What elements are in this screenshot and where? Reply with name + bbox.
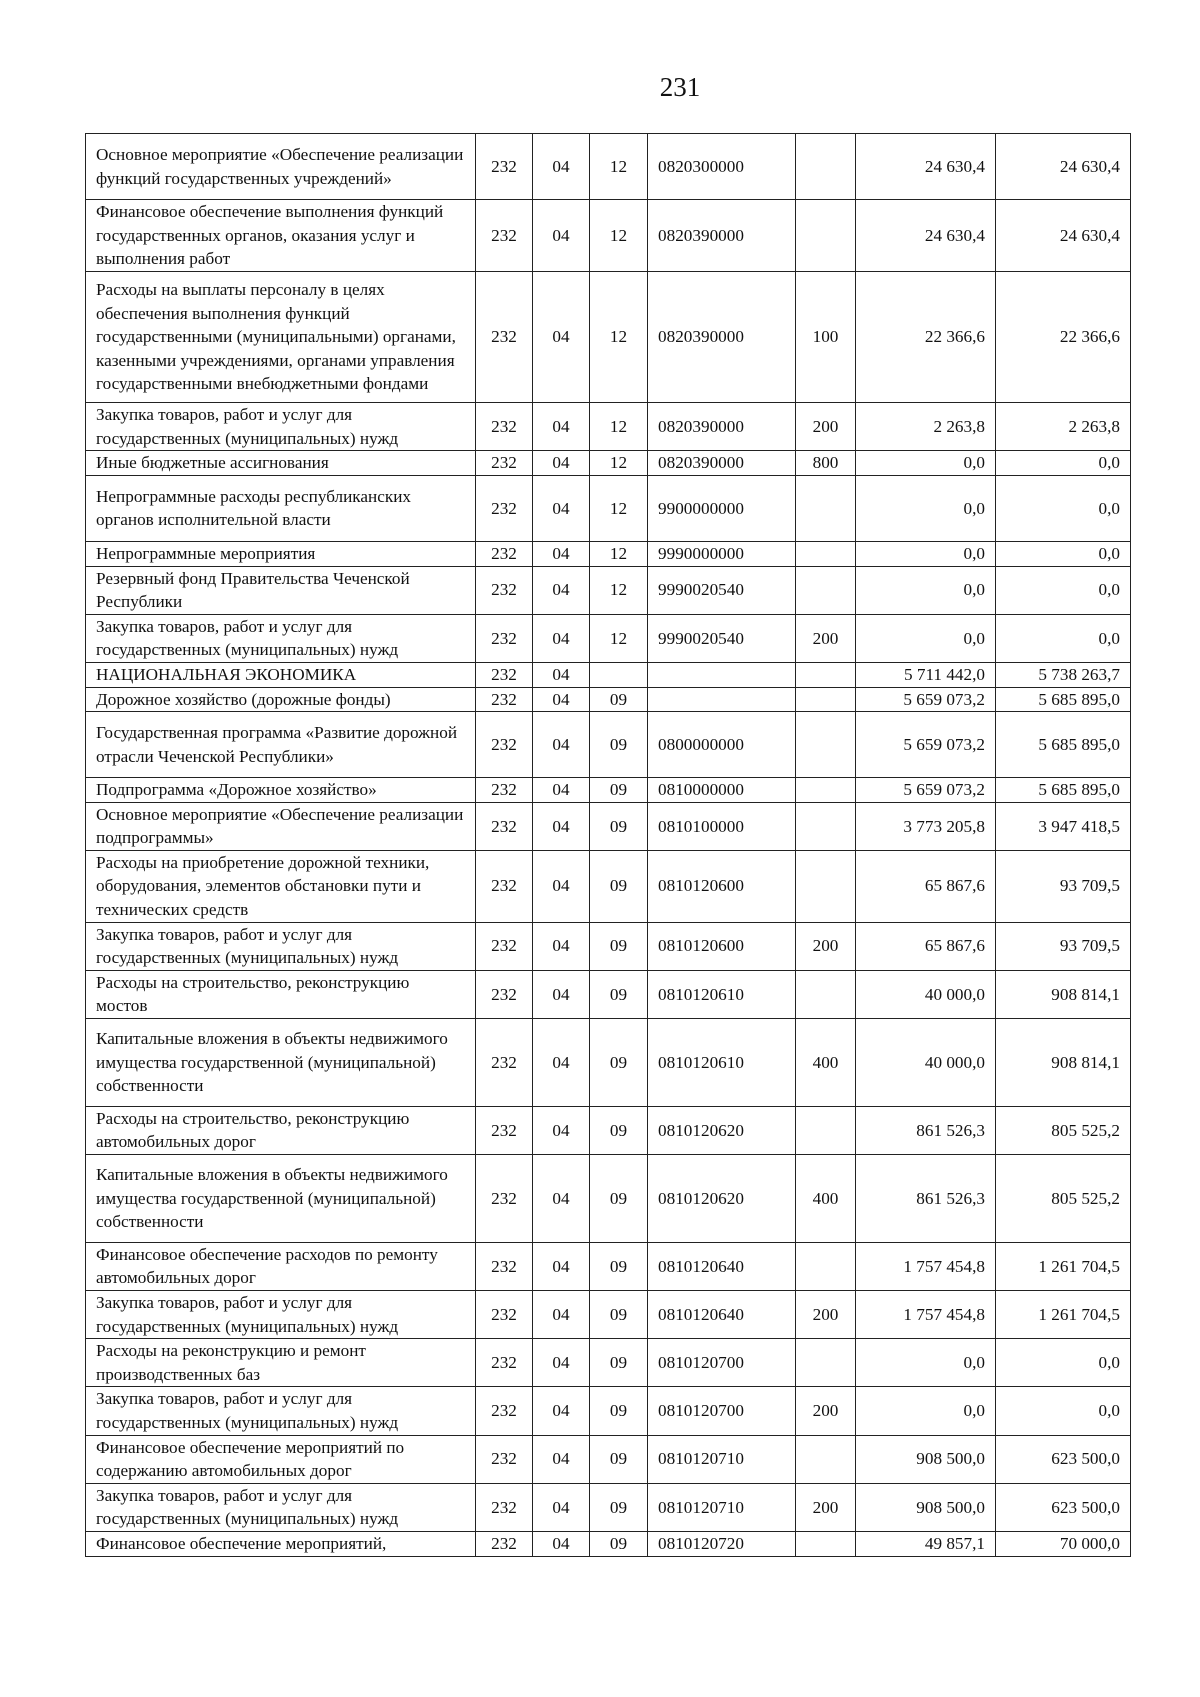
- row-gr-cell: 232: [476, 970, 533, 1018]
- row-pr-cell: 12: [590, 271, 648, 402]
- row-csr-cell: 0810000000: [648, 778, 796, 803]
- table-row: [86, 1387, 1131, 1435]
- row-csr-cell: 0810120600: [648, 922, 796, 970]
- row-name-cell: Капитальные вложения в объекты недвижимого имущества государственной (муниципальной) собственности: [86, 1155, 476, 1243]
- row-sum-2022-cell: 0,0: [996, 541, 1131, 566]
- row-vr-cell: 200: [796, 1291, 856, 1339]
- row-sum-2022-cell: 623 500,0: [996, 1483, 1131, 1531]
- row-sum-2021-cell: 908 500,0: [856, 1483, 996, 1531]
- row-gr-cell: 232: [476, 712, 533, 778]
- row-pr-cell: 09: [590, 970, 648, 1018]
- row-name-cell: Закупка товаров, работ и услуг для государственных (муниципальных) нужд: [86, 614, 476, 662]
- row-rz-cell: 04: [533, 1019, 590, 1107]
- row-sum-2022-cell: 93 709,5: [996, 922, 1131, 970]
- row-pr-cell: 09: [590, 1291, 648, 1339]
- row-gr-cell: 232: [476, 850, 533, 922]
- row-sum-2021-cell: 5 659 073,2: [856, 712, 996, 778]
- row-rz-cell: 04: [533, 850, 590, 922]
- row-sum-2021-cell: 861 526,3: [856, 1106, 996, 1154]
- row-csr-cell: 0800000000: [648, 712, 796, 778]
- table-row: [86, 1531, 1131, 1556]
- table-row: [86, 566, 1131, 614]
- row-vr-cell: 200: [796, 614, 856, 662]
- row-gr-cell: 232: [476, 1291, 533, 1339]
- row-sum-2022-cell: 1 261 704,5: [996, 1242, 1131, 1290]
- row-sum-2021-cell: 2 263,8: [856, 403, 996, 451]
- row-sum-2021-cell: 0,0: [856, 566, 996, 614]
- row-vr-cell: [796, 1242, 856, 1290]
- row-name-cell: Основное мероприятие «Обеспечение реализации подпрограммы»: [86, 802, 476, 850]
- row-pr-cell: 09: [590, 1242, 648, 1290]
- table-row: [86, 712, 1131, 778]
- row-sum-2021-cell: 0,0: [856, 1339, 996, 1387]
- row-sum-2022-cell: 5 685 895,0: [996, 778, 1131, 803]
- row-name-cell: Резервный фонд Правительства Чеченской Республики: [86, 566, 476, 614]
- row-csr-cell: 9990020540: [648, 566, 796, 614]
- row-vr-cell: [796, 802, 856, 850]
- table-row: [86, 614, 1131, 662]
- table-row: [86, 403, 1131, 451]
- table-row: [86, 200, 1131, 272]
- row-vr-cell: [796, 1531, 856, 1556]
- table-row: [86, 970, 1131, 1018]
- row-name-cell: Расходы на строительство, реконструкцию мостов: [86, 970, 476, 1018]
- row-sum-2022-cell: 0,0: [996, 566, 1131, 614]
- row-sum-2021-cell: 0,0: [856, 475, 996, 541]
- row-csr-cell: 0810120620: [648, 1155, 796, 1243]
- row-gr-cell: 232: [476, 541, 533, 566]
- row-gr-cell: 232: [476, 134, 533, 200]
- row-csr-cell: 0810120610: [648, 970, 796, 1018]
- row-vr-cell: [796, 541, 856, 566]
- row-gr-cell: 232: [476, 1242, 533, 1290]
- row-sum-2021-cell: 24 630,4: [856, 200, 996, 272]
- table-row: [86, 1242, 1131, 1290]
- table-row: [86, 1291, 1131, 1339]
- budget-table-body: [86, 134, 1131, 1557]
- table-row: [86, 1483, 1131, 1531]
- row-rz-cell: 04: [533, 134, 590, 200]
- row-gr-cell: 232: [476, 687, 533, 712]
- row-rz-cell: 04: [533, 1483, 590, 1531]
- row-rz-cell: 04: [533, 475, 590, 541]
- row-sum-2022-cell: 0,0: [996, 451, 1131, 476]
- row-vr-cell: 400: [796, 1155, 856, 1243]
- row-rz-cell: 04: [533, 541, 590, 566]
- row-name-cell: Расходы на строительство, реконструкцию автомобильных дорог: [86, 1106, 476, 1154]
- row-sum-2022-cell: 5 738 263,7: [996, 662, 1131, 687]
- row-vr-cell: [796, 1435, 856, 1483]
- row-sum-2021-cell: 1 757 454,8: [856, 1242, 996, 1290]
- table-row: [86, 475, 1131, 541]
- row-csr-cell: 9990020540: [648, 614, 796, 662]
- row-sum-2022-cell: 22 366,6: [996, 271, 1131, 402]
- row-csr-cell: 0810120710: [648, 1483, 796, 1531]
- table-row: [86, 802, 1131, 850]
- row-vr-cell: 400: [796, 1019, 856, 1107]
- row-rz-cell: 04: [533, 200, 590, 272]
- row-vr-cell: [796, 712, 856, 778]
- row-pr-cell: 09: [590, 1435, 648, 1483]
- budget-table: [85, 133, 1131, 1557]
- row-rz-cell: 04: [533, 1291, 590, 1339]
- row-name-cell: Финансовое обеспечение мероприятий,: [86, 1531, 476, 1556]
- row-vr-cell: 200: [796, 1483, 856, 1531]
- row-vr-cell: [796, 134, 856, 200]
- row-sum-2021-cell: 65 867,6: [856, 922, 996, 970]
- row-pr-cell: 09: [590, 712, 648, 778]
- row-rz-cell: 04: [533, 687, 590, 712]
- table-row: [86, 850, 1131, 922]
- row-rz-cell: 04: [533, 1339, 590, 1387]
- row-sum-2022-cell: 908 814,1: [996, 1019, 1131, 1107]
- row-pr-cell: 12: [590, 566, 648, 614]
- row-pr-cell: 12: [590, 134, 648, 200]
- row-rz-cell: 04: [533, 712, 590, 778]
- row-sum-2021-cell: 5 659 073,2: [856, 687, 996, 712]
- row-sum-2022-cell: 1 261 704,5: [996, 1291, 1131, 1339]
- row-name-cell: Непрограммные мероприятия: [86, 541, 476, 566]
- row-csr-cell: 0820390000: [648, 200, 796, 272]
- row-vr-cell: [796, 662, 856, 687]
- row-pr-cell: 09: [590, 1106, 648, 1154]
- row-sum-2022-cell: 623 500,0: [996, 1435, 1131, 1483]
- row-name-cell: Расходы на выплаты персоналу в целях обеспечения выполнения функций государственными (муниципальными) органами, казенными учреждениями, органами управления государственными внебюджетными фондами: [86, 271, 476, 402]
- table-row: [86, 662, 1131, 687]
- row-gr-cell: 232: [476, 403, 533, 451]
- row-csr-cell: 0820390000: [648, 451, 796, 476]
- row-sum-2022-cell: 24 630,4: [996, 134, 1131, 200]
- row-rz-cell: 04: [533, 1435, 590, 1483]
- row-pr-cell: 12: [590, 475, 648, 541]
- row-pr-cell: 09: [590, 850, 648, 922]
- table-row: [86, 687, 1131, 712]
- row-pr-cell: 09: [590, 1155, 648, 1243]
- row-gr-cell: 232: [476, 922, 533, 970]
- row-sum-2022-cell: 0,0: [996, 475, 1131, 541]
- row-pr-cell: 12: [590, 541, 648, 566]
- row-name-cell: Государственная программа «Развитие дорожной отрасли Чеченской Республики»: [86, 712, 476, 778]
- row-pr-cell: 09: [590, 1483, 648, 1531]
- row-sum-2021-cell: 861 526,3: [856, 1155, 996, 1243]
- row-rz-cell: 04: [533, 614, 590, 662]
- row-gr-cell: 232: [476, 778, 533, 803]
- row-rz-cell: 04: [533, 922, 590, 970]
- row-name-cell: Расходы на реконструкцию и ремонт производственных баз: [86, 1339, 476, 1387]
- row-csr-cell: 0820300000: [648, 134, 796, 200]
- row-pr-cell: 09: [590, 802, 648, 850]
- row-vr-cell: [796, 687, 856, 712]
- table-row: [86, 451, 1131, 476]
- row-name-cell: Закупка товаров, работ и услуг для государственных (муниципальных) нужд: [86, 1291, 476, 1339]
- row-name-cell: Дорожное хозяйство (дорожные фонды): [86, 687, 476, 712]
- row-gr-cell: 232: [476, 1387, 533, 1435]
- row-pr-cell: 12: [590, 614, 648, 662]
- row-csr-cell: 9990000000: [648, 541, 796, 566]
- row-sum-2022-cell: 5 685 895,0: [996, 712, 1131, 778]
- row-name-cell: Финансовое обеспечение расходов по ремонту автомобильных дорог: [86, 1242, 476, 1290]
- row-name-cell: Расходы на приобретение дорожной техники, оборудования, элементов обстановки пути и технических средств: [86, 850, 476, 922]
- row-name-cell: НАЦИОНАЛЬНАЯ ЭКОНОМИКА: [86, 662, 476, 687]
- row-vr-cell: [796, 566, 856, 614]
- row-rz-cell: 04: [533, 1155, 590, 1243]
- row-rz-cell: 04: [533, 1387, 590, 1435]
- row-vr-cell: [796, 475, 856, 541]
- row-name-cell: Подпрограмма «Дорожное хозяйство»: [86, 778, 476, 803]
- row-sum-2021-cell: 40 000,0: [856, 970, 996, 1018]
- row-sum-2021-cell: 3 773 205,8: [856, 802, 996, 850]
- row-gr-cell: 232: [476, 271, 533, 402]
- row-sum-2022-cell: 5 685 895,0: [996, 687, 1131, 712]
- row-csr-cell: 0810120610: [648, 1019, 796, 1107]
- row-sum-2022-cell: 908 814,1: [996, 970, 1131, 1018]
- row-sum-2021-cell: 22 366,6: [856, 271, 996, 402]
- row-pr-cell: 09: [590, 1387, 648, 1435]
- row-gr-cell: 232: [476, 802, 533, 850]
- row-rz-cell: 04: [533, 271, 590, 402]
- row-csr-cell: 0810120710: [648, 1435, 796, 1483]
- row-pr-cell: 09: [590, 1339, 648, 1387]
- row-sum-2022-cell: 3 947 418,5: [996, 802, 1131, 850]
- page-number: 231: [659, 72, 701, 102]
- table-row: [86, 778, 1131, 803]
- row-rz-cell: 04: [533, 1531, 590, 1556]
- row-gr-cell: 232: [476, 1155, 533, 1243]
- row-sum-2021-cell: 908 500,0: [856, 1435, 996, 1483]
- row-sum-2021-cell: 5 659 073,2: [856, 778, 996, 803]
- row-vr-cell: [796, 1339, 856, 1387]
- row-name-cell: Иные бюджетные ассигнования: [86, 451, 476, 476]
- row-sum-2022-cell: 0,0: [996, 1339, 1131, 1387]
- row-sum-2022-cell: 0,0: [996, 614, 1131, 662]
- row-name-cell: Закупка товаров, работ и услуг для государственных (муниципальных) нужд: [86, 1387, 476, 1435]
- row-rz-cell: 04: [533, 451, 590, 476]
- row-sum-2021-cell: 0,0: [856, 541, 996, 566]
- row-pr-cell: 09: [590, 1019, 648, 1107]
- row-gr-cell: 232: [476, 200, 533, 272]
- table-row: [86, 271, 1131, 402]
- row-vr-cell: [796, 1106, 856, 1154]
- row-pr-cell: 09: [590, 778, 648, 803]
- row-rz-cell: 04: [533, 970, 590, 1018]
- row-vr-cell: [796, 850, 856, 922]
- row-csr-cell: 0810120620: [648, 1106, 796, 1154]
- row-csr-cell: 9900000000: [648, 475, 796, 541]
- row-vr-cell: 200: [796, 922, 856, 970]
- row-name-cell: Закупка товаров, работ и услуг для государственных (муниципальных) нужд: [86, 1483, 476, 1531]
- row-csr-cell: [648, 687, 796, 712]
- row-sum-2021-cell: 65 867,6: [856, 850, 996, 922]
- row-vr-cell: [796, 970, 856, 1018]
- row-sum-2022-cell: 93 709,5: [996, 850, 1131, 922]
- row-csr-cell: [648, 662, 796, 687]
- row-gr-cell: 232: [476, 451, 533, 476]
- row-csr-cell: 0810120600: [648, 850, 796, 922]
- row-sum-2021-cell: 0,0: [856, 1387, 996, 1435]
- row-gr-cell: 232: [476, 1106, 533, 1154]
- row-gr-cell: 232: [476, 1019, 533, 1107]
- table-row: [86, 1155, 1131, 1243]
- row-vr-cell: 800: [796, 451, 856, 476]
- row-vr-cell: 200: [796, 1387, 856, 1435]
- row-name-cell: Финансовое обеспечение выполнения функций государственных органов, оказания услуг и выполнения работ: [86, 200, 476, 272]
- row-sum-2022-cell: 2 263,8: [996, 403, 1131, 451]
- row-rz-cell: 04: [533, 1242, 590, 1290]
- row-gr-cell: 232: [476, 662, 533, 687]
- row-sum-2022-cell: 805 525,2: [996, 1155, 1131, 1243]
- table-row: [86, 1339, 1131, 1387]
- table-row: [86, 1019, 1131, 1107]
- table-row: [86, 541, 1131, 566]
- table-row: [86, 134, 1131, 200]
- row-rz-cell: 04: [533, 802, 590, 850]
- row-sum-2022-cell: 805 525,2: [996, 1106, 1131, 1154]
- row-sum-2022-cell: 24 630,4: [996, 200, 1131, 272]
- row-gr-cell: 232: [476, 475, 533, 541]
- table-row: [86, 1106, 1131, 1154]
- row-sum-2021-cell: 1 757 454,8: [856, 1291, 996, 1339]
- row-gr-cell: 232: [476, 1531, 533, 1556]
- row-name-cell: Закупка товаров, работ и услуг для государственных (муниципальных) нужд: [86, 922, 476, 970]
- row-pr-cell: [590, 662, 648, 687]
- row-csr-cell: 0810120700: [648, 1387, 796, 1435]
- row-csr-cell: 0810120720: [648, 1531, 796, 1556]
- row-rz-cell: 04: [533, 662, 590, 687]
- row-rz-cell: 04: [533, 1106, 590, 1154]
- row-rz-cell: 04: [533, 403, 590, 451]
- row-gr-cell: 232: [476, 1483, 533, 1531]
- row-gr-cell: 232: [476, 614, 533, 662]
- row-sum-2022-cell: 70 000,0: [996, 1531, 1131, 1556]
- row-sum-2021-cell: 0,0: [856, 614, 996, 662]
- row-name-cell: Непрограммные расходы республиканских органов исполнительной власти: [86, 475, 476, 541]
- row-vr-cell: 200: [796, 403, 856, 451]
- row-csr-cell: 0810120640: [648, 1291, 796, 1339]
- row-vr-cell: 100: [796, 271, 856, 402]
- row-gr-cell: 232: [476, 566, 533, 614]
- row-csr-cell: 0810120700: [648, 1339, 796, 1387]
- row-csr-cell: 0820390000: [648, 403, 796, 451]
- row-vr-cell: [796, 778, 856, 803]
- row-sum-2021-cell: 0,0: [856, 451, 996, 476]
- row-csr-cell: 0810100000: [648, 802, 796, 850]
- row-sum-2021-cell: 24 630,4: [856, 134, 996, 200]
- row-pr-cell: 09: [590, 1531, 648, 1556]
- row-name-cell: Основное мероприятие «Обеспечение реализации функций государственных учреждений»: [86, 134, 476, 200]
- row-sum-2021-cell: 49 857,1: [856, 1531, 996, 1556]
- row-pr-cell: 12: [590, 200, 648, 272]
- row-sum-2022-cell: 0,0: [996, 1387, 1131, 1435]
- row-pr-cell: 12: [590, 403, 648, 451]
- row-name-cell: Закупка товаров, работ и услуг для государственных (муниципальных) нужд: [86, 403, 476, 451]
- row-vr-cell: [796, 200, 856, 272]
- row-rz-cell: 04: [533, 778, 590, 803]
- row-csr-cell: 0810120640: [648, 1242, 796, 1290]
- row-csr-cell: 0820390000: [648, 271, 796, 402]
- row-name-cell: Капитальные вложения в объекты недвижимого имущества государственной (муниципальной) собственности: [86, 1019, 476, 1107]
- row-sum-2021-cell: 5 711 442,0: [856, 662, 996, 687]
- row-rz-cell: 04: [533, 566, 590, 614]
- row-pr-cell: 09: [590, 922, 648, 970]
- row-pr-cell: 09: [590, 687, 648, 712]
- table-row: [86, 1435, 1131, 1483]
- table-row: [86, 922, 1131, 970]
- row-gr-cell: 232: [476, 1435, 533, 1483]
- row-pr-cell: 12: [590, 451, 648, 476]
- row-name-cell: Финансовое обеспечение мероприятий по содержанию автомобильных дорог: [86, 1435, 476, 1483]
- row-gr-cell: 232: [476, 1339, 533, 1387]
- row-sum-2021-cell: 40 000,0: [856, 1019, 996, 1107]
